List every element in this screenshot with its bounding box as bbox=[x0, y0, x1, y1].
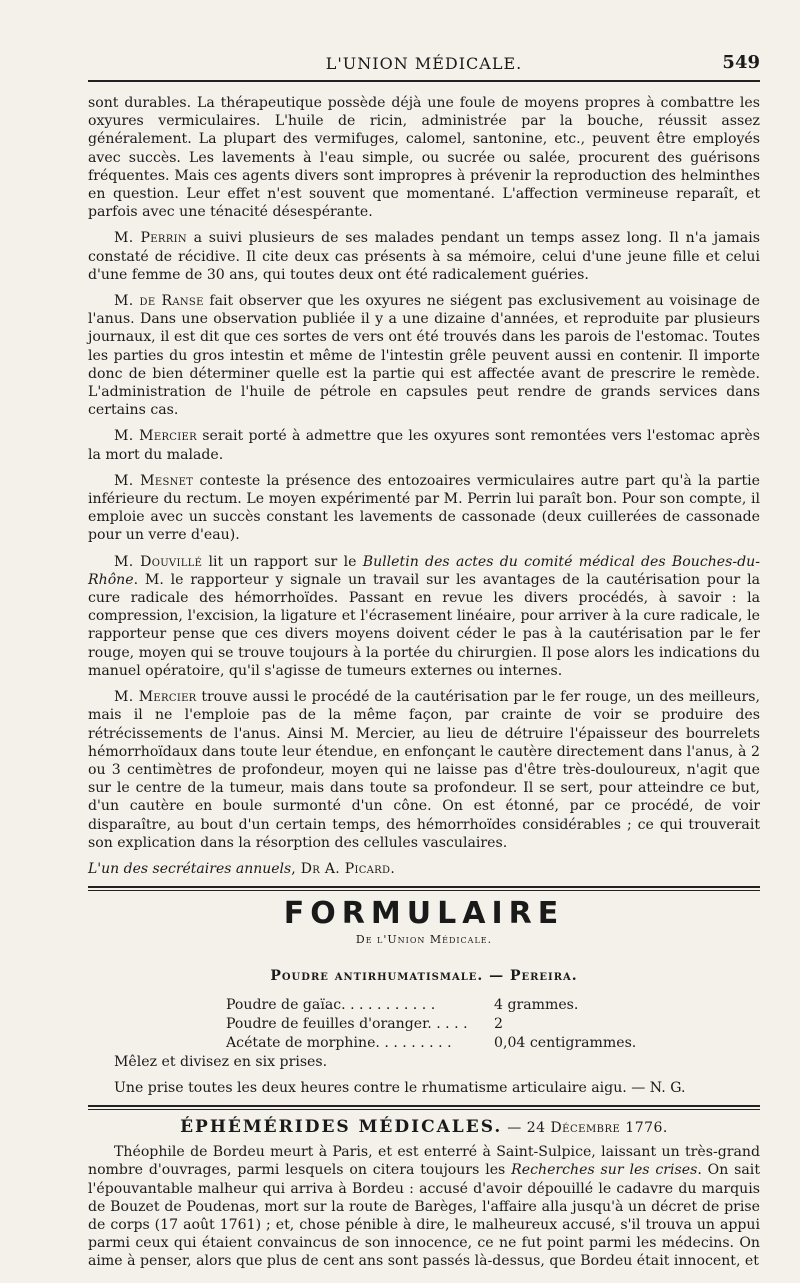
ingredient-row bbox=[226, 1015, 666, 1034]
recipe-instruction: Mêlez et divisez en six prises. bbox=[114, 1053, 328, 1070]
ingredient-row bbox=[226, 1034, 666, 1053]
recipe-dosage: Une prise toutes les deux heures contre le rhumatisme articulaire aigu. — N. G. bbox=[114, 1079, 686, 1096]
page-number: 549 bbox=[722, 52, 760, 73]
paragraph-text: lit un rapport sur le bbox=[202, 553, 363, 570]
paragraph-text: conteste la présence des entozoaires vermiculaires autre part qu'à la partie inférieure du rectum. Le moyen expérimenté par M. Perrin lui paraît bon. Pour son compte, il emploie avec un succès constant les lavements de cassonade (deux cuillerées de cassonade pour un verre d'eau). bbox=[88, 472, 760, 544]
paragraph-mercier-2 bbox=[88, 688, 760, 852]
paragraph-text: a suivi plusieurs de ses malades pendant un temps assez long. Il n'a jamais constaté de récidive. Il cite deux cas présents à sa mémoire, celui d'une jeune fille et celui d'une femme de 30 ans, qui toutes deux ont été radicalement guéries. bbox=[88, 230, 760, 283]
section-divider bbox=[88, 1105, 760, 1110]
speaker-name: M. de Ranse bbox=[114, 293, 204, 310]
paragraph-text: Théophile de Bordeu meurt à Paris, et est enterré à Saint-Sulpice, laissant un très-grand nombre d'ouvrages, parmi lesquels on citera toujours les bbox=[88, 1144, 760, 1179]
speaker-name: M. Mercier bbox=[114, 689, 197, 706]
formulaire-subtitle: De l'Union Médicale. bbox=[355, 933, 493, 947]
paragraph-douville bbox=[88, 553, 760, 680]
ephemerides-title: ÉPHÉMÉRIDES MÉDICALES. bbox=[180, 1116, 503, 1137]
page-header bbox=[88, 48, 760, 84]
work-title: Recherches sur les crises bbox=[511, 1162, 698, 1179]
recipe-ingredients bbox=[226, 996, 666, 1053]
paragraph-perrin bbox=[88, 229, 760, 284]
speaker-name: M. Douvillé bbox=[114, 553, 203, 570]
ingredient-quantity: 4 grammes. bbox=[494, 996, 579, 1013]
signature-name: , Dr A. Picard. bbox=[291, 860, 396, 877]
section-divider bbox=[88, 886, 760, 891]
ephemerides-date: — 24 Décembre 1776. bbox=[502, 1119, 668, 1136]
bulletin-title: Bulletin des actes du comité médical des Bouches-du-Rhône bbox=[88, 553, 760, 588]
ephemerides-text bbox=[88, 1143, 760, 1270]
ingredient-name: Poudre de gaïac. . . . . . . . . . . bbox=[226, 996, 436, 1013]
ephemerides-heading bbox=[88, 1118, 760, 1137]
secretary-signature bbox=[88, 860, 760, 878]
paragraph-de-ranse bbox=[88, 292, 760, 419]
speaker-name: M. Mesnet bbox=[114, 472, 194, 489]
ingredient-name: Acétate de morphine. . . . . . . . . bbox=[226, 1034, 452, 1051]
ingredient-quantity: 0,04 centigrammes. bbox=[494, 1034, 637, 1051]
paragraph-text: trouve aussi le procédé de la cautérisation par le fer rouge, un des meilleurs, mais il ne l'emploie pas de la même façon, par crainte de voir se produire des rétrécissements de l'anus. Ainsi M. Mercier, au lieu de détruire l'épaisseur des bourrelets hémorrhoïdaux dans toute leur étendue, en enfonçant le cautère directement dans l'anus, à 2 ou 3 centimètres de profondeur, moyen qui ne laisse pas d'être très-douloureux, n'agit que sur le centre de la tumeur, mais dans toute sa profondeur. Il se sert, pour atteindre ce but, d'un cautère en boule surmonté d'un cône. On est étonné, par ce procédé, de voir disparaître, au bout d'un certain temps, des hémorrhoïdes considérables ; ce qui trouverait son explication dans la résorption des cellules vasculaires. bbox=[88, 689, 760, 851]
header-rule bbox=[88, 80, 760, 82]
ingredient-name: Poudre de feuilles d'oranger. . . . . bbox=[226, 1015, 468, 1032]
ingredient-row bbox=[226, 996, 666, 1015]
paragraph-text: . M. le rapporteur y signale un travail sur les avantages de la cautérisation pour la cure radicale des hémorrhoïdes. Passant en revue les divers procédés, à savoir : la compression, l'excision, la ligature et l'écrasement linéaire, pour arriver à la cure radicale, le rapporteur pense que ces divers moyens doivent céder le pas à la cautérisation par le fer rouge, moyen qui se trouve toujours à la portée du chirurgien. Il pose alors les indications du manuel opératoire, qu'il s'agisse de tumeurs externes ou internes. bbox=[88, 571, 760, 679]
paragraph-text: serait porté à admettre que les oxyures sont remontées vers l'estomac après la mort du malade. bbox=[88, 428, 760, 463]
signature-role: L'un des secrétaires annuels bbox=[88, 860, 292, 877]
paragraph-mesnet bbox=[88, 472, 760, 545]
recipe-title: Poudre antirhumatismale. — Pereira. bbox=[270, 968, 578, 985]
article-body bbox=[88, 94, 760, 1279]
paragraph-text: . On sait l'épouvantable malheur qui arriva à Bordeu : accusé d'avoir dépouillé le cadavre du marquis de Bouzet de Poudenas, mort sur la route de Barèges, l'affaire alla jusqu'à un décret de prise de corps (17 août 1761) ; et, chose pénible à dire, le malheureux accusé, s'il trouva un appui parmi ceux qui étaient convaincus de son innocence, ce ne fut point parmi les médecins. On aime à penser, alors que plus de cent ans sont passés là-dessus, que Bordeu était innocent, et bbox=[88, 1162, 760, 1270]
paragraph-oxyures-therapy: sont durables. La thérapeutique possède déjà une foule de moyens propres à combattre les oxyures vermiculaires. L'huile de ricin, administrée par la bouche, réussit assez généralement. La plupart des vermifuges, calomel, santonine, etc., peuvent être employés avec succès. Les lavements à l'eau simple, ou sucrée ou salée, procurent des guérisons fréquentes. Mais ces agents divers sont impropres à prévenir la reproduction des helminthes en question. Leur effet n'est souvent que momentané. L'affection vermineuse reparaît, et parfois avec une ténacité désespérante. bbox=[88, 95, 760, 221]
formulaire-title: FORMULAIRE bbox=[283, 896, 565, 932]
paragraph-mercier-1 bbox=[88, 427, 760, 463]
ingredient-quantity: 2 bbox=[494, 1015, 503, 1032]
speaker-name: M. Mercier bbox=[114, 428, 197, 445]
paragraph-text: fait observer que les oxyures ne siégent pas exclusivement au voisinage de l'anus. Dans une observation publiée il y a une dizaine d'années, et reproduite par plusieurs journaux, il est dit que ces sortes de vers ont été trouvés dans les parois de l'estomac. Toutes les parties du gros intestin et même de l'intestin grêle peuvent aussi en contenir. Il importe donc de bien déterminer quelle est la partie qui est affectée avant de prescrire le remède. L'administration de l'huile de pétrole en capsules peut rendre de grands services dans certains cas. bbox=[88, 293, 760, 419]
running-title: L'UNION MÉDICALE. bbox=[325, 54, 523, 73]
speaker-name: M. Perrin bbox=[114, 230, 187, 247]
